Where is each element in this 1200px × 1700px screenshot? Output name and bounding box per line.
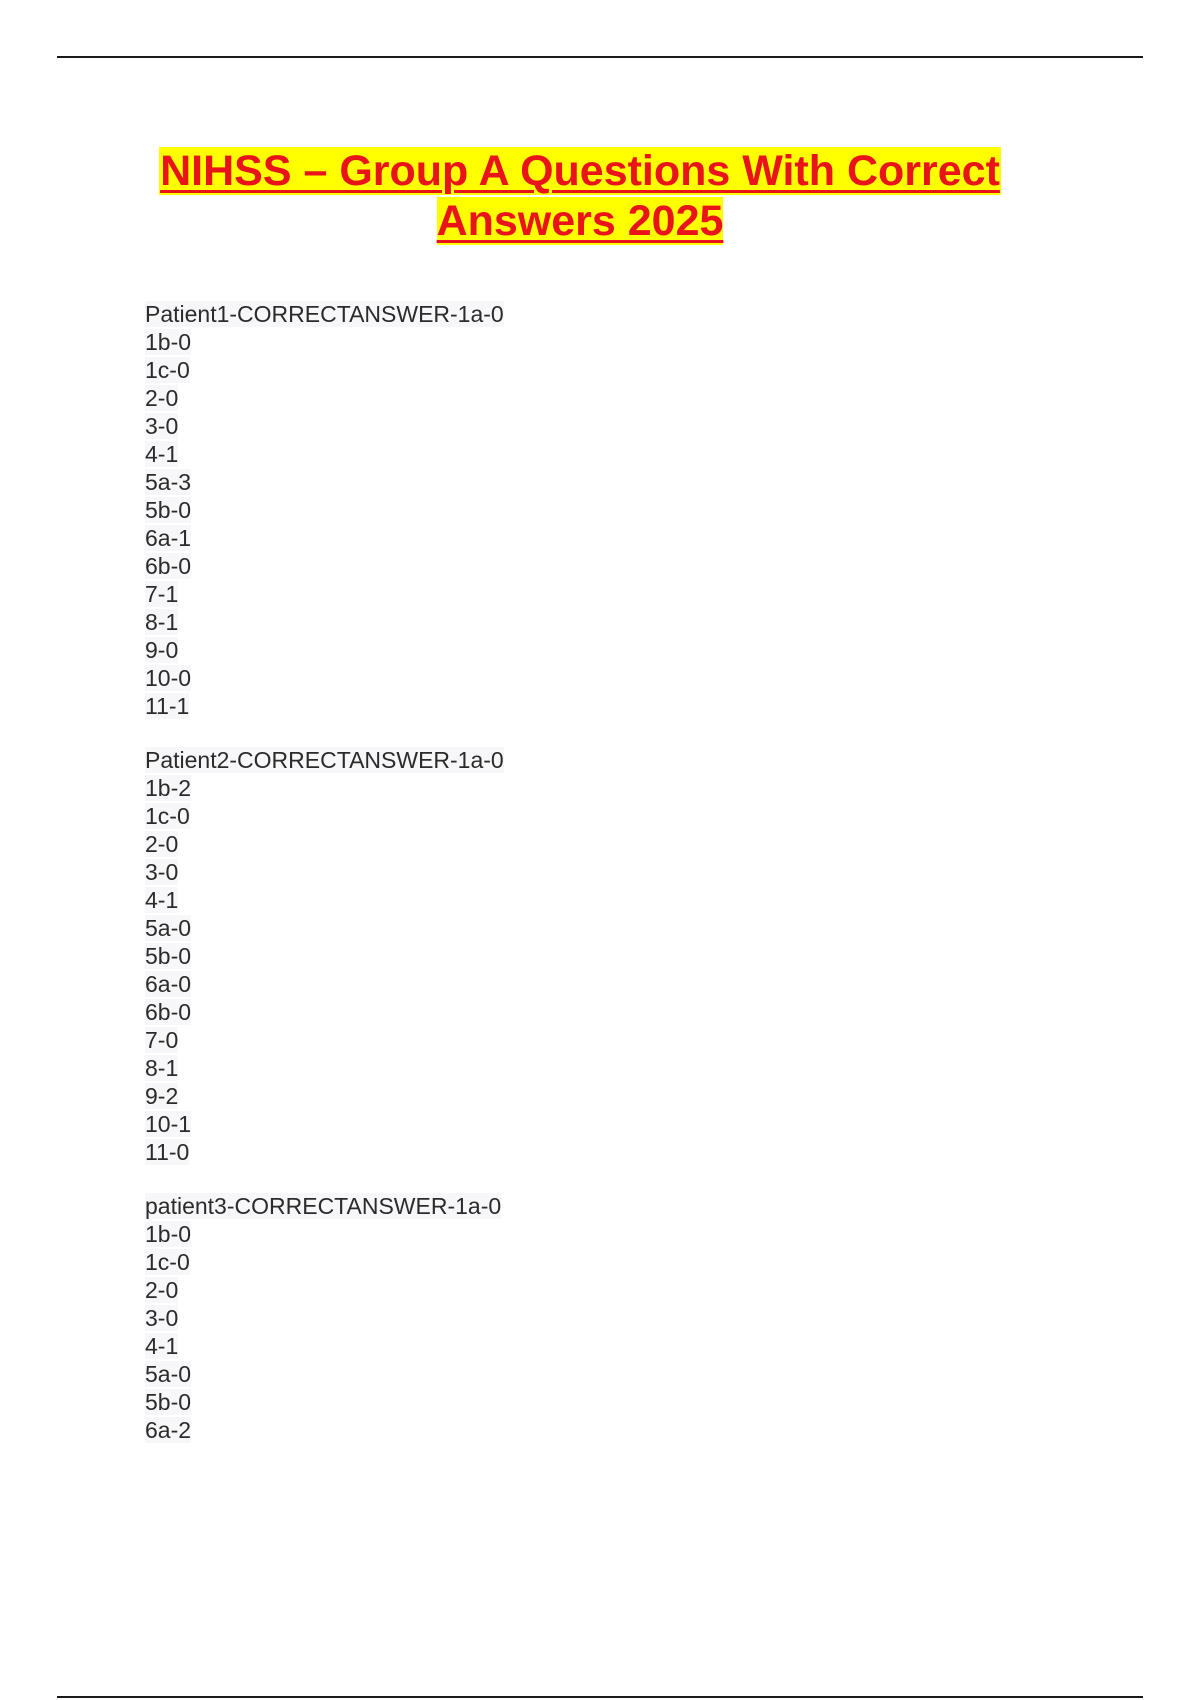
answer-line: 1b-0: [145, 1221, 192, 1247]
answer-line: 2-0: [145, 831, 179, 857]
answer-line: 6a-2: [145, 1417, 192, 1443]
answer-line: 11-0: [145, 1139, 190, 1165]
answer-line: 5b-0: [145, 1389, 192, 1415]
header-rule: [57, 56, 1143, 58]
answer-line: 2-0: [145, 385, 179, 411]
answer-line: 6b-0: [145, 553, 192, 579]
answer-line: 9-0: [145, 637, 179, 663]
answer-list: [145, 300, 1045, 1470]
answer-line: 7-0: [145, 1027, 179, 1053]
answer-line: 3-0: [145, 1305, 179, 1331]
patient-block-2: [145, 746, 1045, 1166]
answer-line: 5a-0: [145, 915, 192, 941]
answer-line: 6a-0: [145, 971, 192, 997]
answer-line: 9-2: [145, 1083, 179, 1109]
answer-line: 5b-0: [145, 943, 192, 969]
patient-block-1: [145, 300, 1045, 720]
patient-block-3: [145, 1192, 1045, 1444]
answer-line: 8-1: [145, 609, 179, 635]
answer-line: 7-1: [145, 581, 179, 607]
patient-heading: Patient2-CORRECTANSWER-1a-0: [145, 747, 504, 773]
answer-line: 6a-1: [145, 525, 192, 551]
answer-line: 1c-0: [145, 357, 190, 383]
title-line-2: Answers 2025: [436, 197, 724, 245]
answer-line: 8-1: [145, 1055, 179, 1081]
answer-line: 11-1: [145, 693, 190, 719]
title-line-1: NIHSS – Group A Questions With Correct: [160, 147, 1000, 195]
footer-rule: [57, 1696, 1143, 1698]
answer-line: 10-1: [145, 1111, 192, 1137]
answer-line: 4-1: [145, 1333, 179, 1359]
answer-line: 6b-0: [145, 999, 192, 1025]
patient-heading: Patient1-CORRECTANSWER-1a-0: [145, 301, 504, 327]
answer-line: 5a-0: [145, 1361, 192, 1387]
answer-line: 3-0: [145, 859, 179, 885]
answer-line: 4-1: [145, 887, 179, 913]
answer-line: 3-0: [145, 413, 179, 439]
answer-line: 1b-2: [145, 775, 192, 801]
page-title: [145, 146, 1015, 246]
answer-line: 5a-3: [145, 469, 192, 495]
answer-line: 1c-0: [145, 1249, 190, 1275]
answer-line: 4-1: [145, 441, 179, 467]
answer-line: 5b-0: [145, 497, 192, 523]
answer-line: 10-0: [145, 665, 192, 691]
patient-heading: patient3-CORRECTANSWER-1a-0: [145, 1193, 502, 1219]
answer-line: 1b-0: [145, 329, 192, 355]
answer-line: 2-0: [145, 1277, 179, 1303]
answer-line: 1c-0: [145, 803, 190, 829]
